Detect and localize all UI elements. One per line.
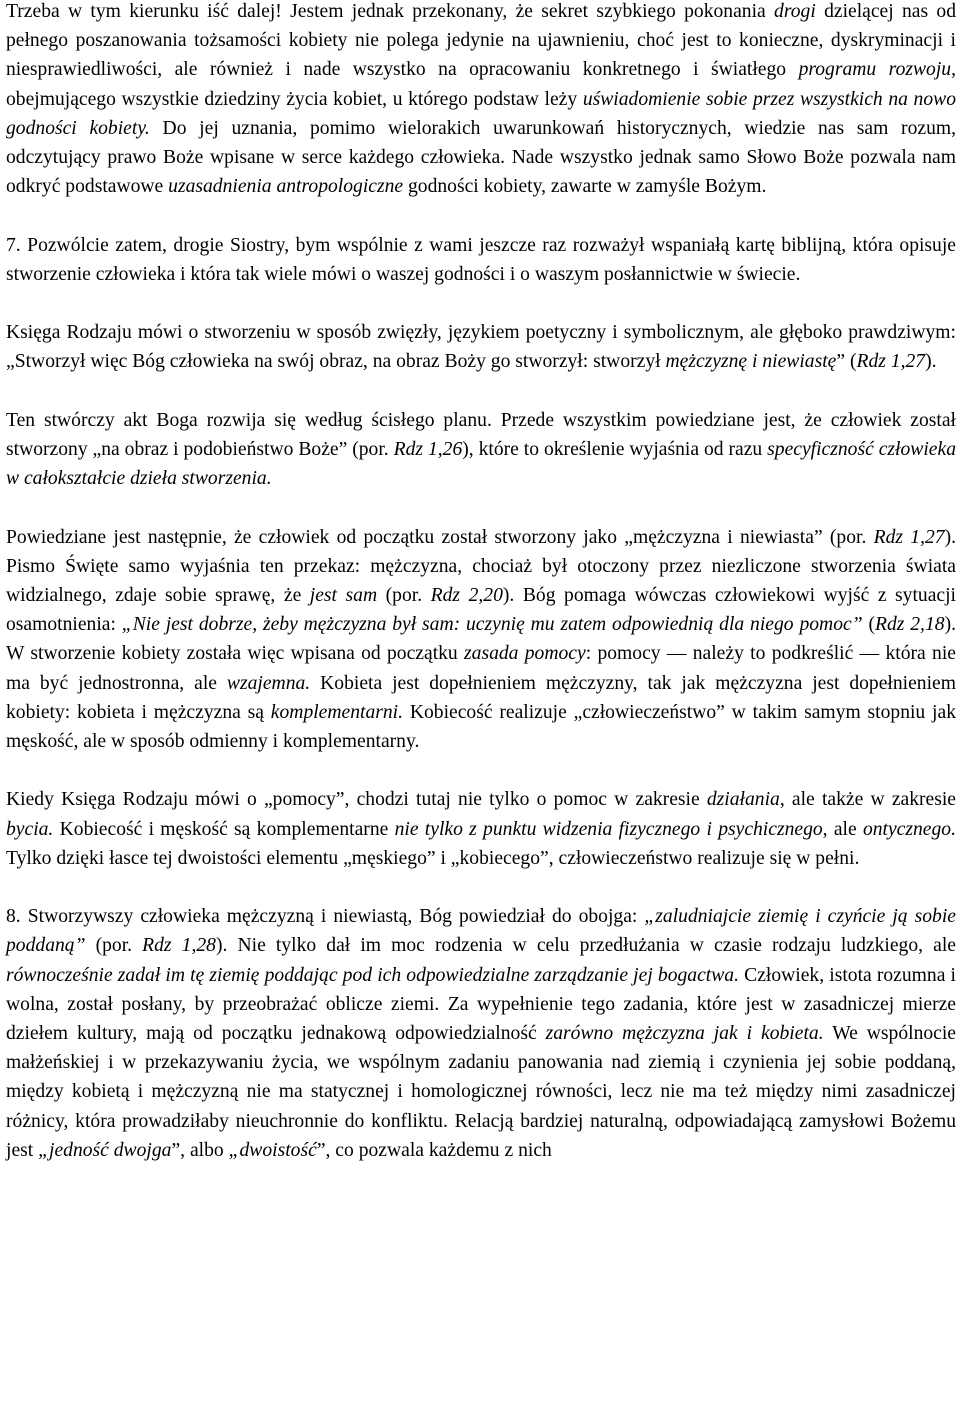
text-run: Kobiecość i męskość są komplementarne <box>53 818 395 840</box>
text-run: ”, albo <box>171 1139 229 1161</box>
italic-text: Rdz 1,26 <box>393 439 463 460</box>
text-run: ( <box>862 614 875 636</box>
text-run: ). Pismo Święte samo wyjaśnia ten przekaz: mężczyzna, chociaż był otoczony przez niezliczone stworzenia świata widzialnego, zdaje sobie sprawę, że <box>6 526 956 606</box>
text-run: Tylko dzięki łasce tej dwoistości elementu „męskiego” i „kobiecego”, człowieczeństwo realizuje się w pełni. <box>6 847 860 869</box>
italic-text: nie tylko z punktu widzenia fizycznego i psychicznego <box>394 818 823 840</box>
italic-text: jest sam <box>309 585 378 606</box>
italic-text: Rdz 2,20 <box>430 585 503 606</box>
text-run: Księga Rodzaju mówi o stworzeniu w sposób zwięzły, językiem poetyczny i symbolicznym, ale głęboko prawdziwym: „Stworzył więc Bóg człowieka na swój obraz, na obraz Boży go stworzył: stworzył <box>6 322 956 373</box>
text-run: ”, co pozwala każdemu z nich <box>316 1139 552 1161</box>
text-run: , ale <box>822 818 863 840</box>
italic-text: wzajemna. <box>226 672 311 694</box>
text-run: , ale także w zakresie <box>779 789 956 811</box>
text-run: Kobieta jest dopełnieniem mężczyzny, tak jak mężczyzna jest dopełnieniem kobiety: kobieta i mężczyzna są <box>6 672 956 723</box>
italic-text: uzasadnienia antropologiczne <box>168 176 404 198</box>
italic-text: działania <box>706 789 780 811</box>
text-run: ), które to określenie wyjaśnia od razu <box>462 439 768 460</box>
text-run: (por. <box>85 935 143 957</box>
text-run: (por. <box>377 585 431 606</box>
italic-text: specyficzność człowieka w całokształcie dzieła stworzenia. <box>6 439 956 490</box>
paragraph-genesis-creation <box>6 318 956 376</box>
text-run: 7. Pozwólcie zatem, drogie Siostry, bym wspólnie z wami jeszcze raz rozważył wspaniałą kartę biblijną, która opisuje stworzenie człowieka i która tak wiele mówi o waszej godności i o waszym posłannictwie w świecie. <box>6 234 956 285</box>
italic-text: „jedność dwojga <box>38 1139 172 1161</box>
text-run: We wspólnocie małżeńskiej i w przekazywaniu życia, we wspólnym zadaniu panowania nad ziemią i czynienia jej sobie poddaną, między kobietą i mężczyzną nie ma statycznej i homologicznej równości, lecz nie ma też między nimi zasadniczej różnicy, która prowadziłaby nieuchronnie do konfliktu. Relacją bardziej naturalną, odpowiadającą zamysłowi Bożemu jest <box>6 1023 957 1161</box>
text-run: Trzeba w tym kierunku iść dalej! Jestem jednak przekonany, że sekret szybkiego pokonania <box>6 1 775 22</box>
text-run: Kiedy Księga Rodzaju mówi o „pomocy”, chodzi tutaj nie tylko o pomoc w zakresie <box>6 789 707 811</box>
paragraph-man-and-woman <box>6 523 956 757</box>
paragraph-section-8 <box>6 902 956 1165</box>
italic-text: programu rozwoju <box>798 59 952 81</box>
italic-text: bycia. <box>6 818 54 840</box>
italic-text: Rdz 1,28 <box>142 935 216 957</box>
text-run: Kobiecość realizuje „człowieczeństwo” w takim samym stopniu jak męskość, ale w sposób odmienny i komplementarny. <box>6 701 956 753</box>
text-run: ). W stworzenie kobiety została więc wpisana od początku <box>6 614 956 665</box>
paragraph-section-7 <box>6 231 956 289</box>
italic-text: zarówno mężczyzna jak i kobieta. <box>545 1023 824 1045</box>
italic-text: drogi <box>774 1 816 22</box>
text-run: dzielącej nas od pełnego poszanowania tożsamości kobiety nie polega jedynie na ujawnieniu, choć jest to konieczne, dyskryminacji i niesprawiedliwości, ale również i nade wszystko na opracowaniu konkretnego i światłego <box>6 1 956 81</box>
text-run: , obejmującego wszystkie dziedziny życia kobiet, u którego podstaw leży <box>6 59 956 110</box>
italic-text: uświadomienie sobie przez wszystkich na nowo godności kobiety. <box>6 88 957 139</box>
italic-text: ontycznego. <box>862 818 956 840</box>
text-run: Do jej uznania, pomimo wielorakich uwarunkowań historycznych, wiedzie nas sam rozum, odczytujący prawo Boże wpisane w serce każdego człowieka. Nade wszystko jednak samo Słowo Boże pozwala nam odkryć podstawowe <box>6 117 957 198</box>
italic-text: zasada pomocy <box>464 643 586 665</box>
paragraph-intro <box>6 0 956 201</box>
italic-text: Rdz 1,27 <box>856 351 926 373</box>
text-run: Człowiek, istota rozumna i wolna, został posłany, by przeobrażać oblicze ziemi. Za wypełnienie tego zadania, które jest w zasadniczej mierze dziełem kultury, mają od początku jednakową odpowiedzialność <box>6 964 956 1045</box>
italic-text: Rdz 1,27 <box>873 526 945 548</box>
document-page <box>6 0 956 1165</box>
paragraph-image-of-god <box>6 406 956 494</box>
text-run: ” ( <box>836 351 857 373</box>
text-run: 8. Stworzywszy człowieka mężczyzną i niewiastą, Bóg powiedział do obojga: <box>6 906 645 928</box>
italic-text: mężczyznę i niewiastę <box>665 351 837 373</box>
italic-text: równocześnie zadał im tę ziemię poddając pod ich odpowiedzialne zarządzanie jej bogactwa. <box>6 964 739 986</box>
text-run: : pomocy — należy to podkreślić — która nie ma być jednostronna, ale <box>6 643 956 694</box>
italic-text: Rdz 2,18 <box>875 614 945 636</box>
italic-text: „dwoistość <box>228 1139 317 1161</box>
paragraph-help <box>6 785 956 873</box>
italic-text: komplementarni. <box>270 701 404 723</box>
text-run: godności kobiety, zawarte w zamyśle Bożym. <box>403 176 767 198</box>
text-run: ). <box>925 351 937 373</box>
text-run: Powiedziane jest następnie, że człowiek od początku został stworzony jako „mężczyzna i niewiasta” (por. <box>6 526 874 548</box>
text-run: ). Nie tylko dał im moc rodzenia w celu przedłużania w czasie rodzaju ludzkiego, ale <box>215 935 956 957</box>
italic-text: „Nie jest dobrze, żeby mężczyzna był sam: uczynię mu zatem odpowiednią dla niego pomoc” <box>121 614 863 636</box>
text-run: ). Bóg pomaga wówczas człowiekowi wyjść z sytuacji osamotnienia: <box>6 585 956 636</box>
italic-text: „zaludniajcie ziemię i czyńcie ją sobie poddaną” <box>6 906 956 957</box>
text-run: Ten stwórczy akt Boga rozwija się według ścisłego planu. Przede wszystkim powiedziane jest, że człowiek został stworzony „na obraz i podobieństwo Boże” (por. <box>6 409 956 460</box>
